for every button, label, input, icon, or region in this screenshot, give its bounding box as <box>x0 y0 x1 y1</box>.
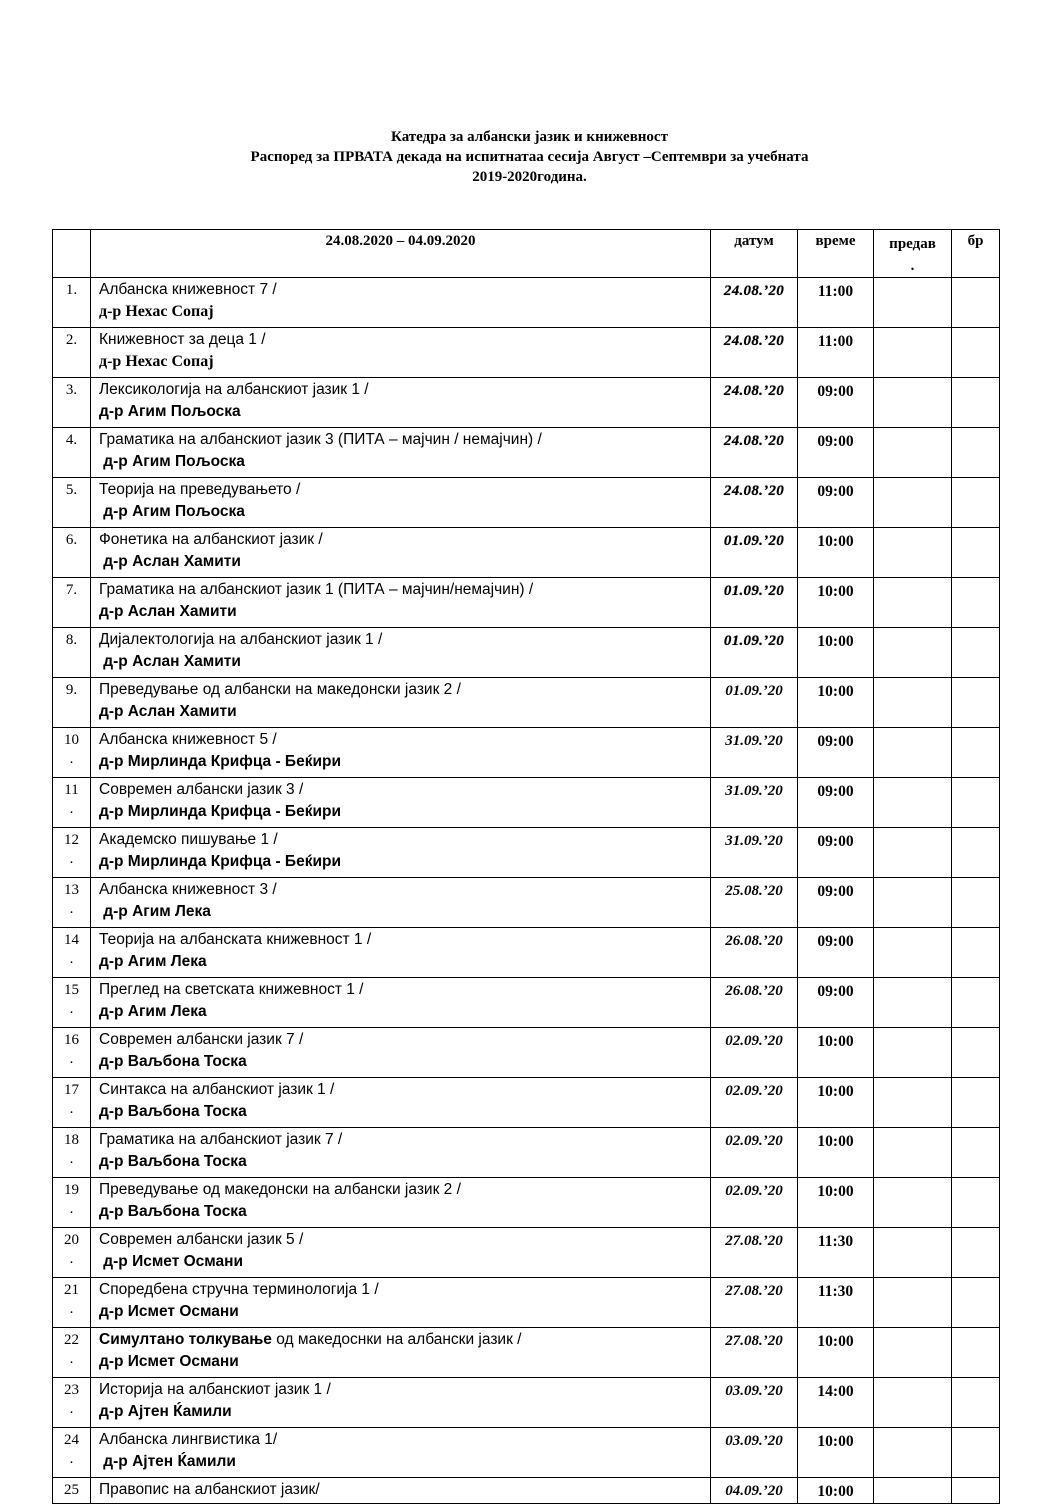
exam-date: 31.09.’20 <box>711 828 798 878</box>
row-number: 7. <box>53 578 91 628</box>
lecturer-cell <box>874 1228 952 1278</box>
lecturer-cell <box>874 1378 952 1428</box>
table-row <box>53 1178 1000 1228</box>
exam-date: 26.08.’20 <box>711 928 798 978</box>
exam-date: 01.09.’20 <box>711 678 798 728</box>
count-cell <box>952 1478 1000 1504</box>
table-row <box>53 1278 1000 1328</box>
course-name-text: Лексикологија на албанскиот јазик 1 / <box>99 381 369 398</box>
exam-date: 27.08.’20 <box>711 1328 798 1378</box>
row-number: 19 . <box>53 1178 91 1228</box>
course-cell <box>91 728 711 778</box>
exam-date: 02.09.’20 <box>711 1178 798 1228</box>
professor-name: д-р Исмет Османи <box>99 1353 239 1370</box>
count-cell <box>952 1128 1000 1178</box>
row-number: 16 . <box>53 1028 91 1078</box>
professor-name: д-р Ајтен Ќамили <box>99 1453 236 1470</box>
exam-date: 03.09.’20 <box>711 1428 798 1478</box>
lecturer-cell <box>874 628 952 678</box>
course-name-text: Албанска лингвистика 1/ <box>99 1431 278 1448</box>
exam-date: 24.08.’20 <box>711 478 798 528</box>
course-name-text: Албанска книжевност 3 / <box>99 881 277 898</box>
lecturer-cell <box>874 1278 952 1328</box>
row-number: 8. <box>53 628 91 678</box>
exam-time: 09:00 <box>798 878 874 928</box>
table-row <box>53 978 1000 1028</box>
exam-time: 10:00 <box>798 1428 874 1478</box>
row-number: 23 . <box>53 1378 91 1428</box>
row-number: 3. <box>53 378 91 428</box>
course-cell <box>91 928 711 978</box>
table-row <box>53 1478 1000 1504</box>
course-name-text: Историја на албанскиот јазик 1 / <box>99 1381 331 1398</box>
course-cell <box>91 828 711 878</box>
lecturer-cell <box>874 678 952 728</box>
row-number: 5. <box>53 478 91 528</box>
count-cell <box>952 978 1000 1028</box>
lecturer-cell <box>874 1428 952 1478</box>
row-number: 25 <box>53 1478 91 1504</box>
lecturer-cell <box>874 1028 952 1078</box>
course-name-text: Теорија на преведувањето / <box>99 481 301 498</box>
professor-name: д-р Аслан Хамити <box>99 703 237 720</box>
row-number: 4. <box>53 428 91 478</box>
count-cell <box>952 528 1000 578</box>
row-number: 6. <box>53 528 91 578</box>
table-row <box>53 278 1000 328</box>
course-name-text: Албанска книжевност 5 / <box>99 731 277 748</box>
table-row <box>53 478 1000 528</box>
course-cell <box>91 1028 711 1078</box>
department-title: Катедра за албански јазик и книжевност <box>391 129 668 145</box>
course-name-text: од македоснки на албански јазик / <box>271 1331 522 1348</box>
count-cell <box>952 428 1000 478</box>
exam-date: 24.08.’20 <box>711 428 798 478</box>
exam-date: 04.09.’20 <box>711 1478 798 1504</box>
course-name-text: Граматика на албанскиот јазик 1 (ПИТА – мајчин/немајчин) / <box>99 581 534 598</box>
row-number: 9. <box>53 678 91 728</box>
course-name <box>99 1031 303 1048</box>
lecturer-cell <box>874 1328 952 1378</box>
table-row <box>53 1228 1000 1278</box>
count-cell <box>952 1328 1000 1378</box>
exam-time: 11:00 <box>798 278 874 328</box>
course-name-text: Граматика на албанскиот јазик 7 / <box>99 1131 343 1148</box>
table-row <box>53 678 1000 728</box>
professor-name: д-р Ваљбона Тоска <box>99 1053 247 1070</box>
row-number: 13 . <box>53 878 91 928</box>
row-number: 11 . <box>53 778 91 828</box>
course-cell <box>91 578 711 628</box>
table-row <box>53 378 1000 428</box>
course-cell <box>91 1328 711 1378</box>
exam-time: 09:00 <box>798 778 874 828</box>
count-cell <box>952 1278 1000 1328</box>
exam-time: 10:00 <box>798 1328 874 1378</box>
course-cell <box>91 1228 711 1278</box>
professor-name: д-р Аслан Хамити <box>99 553 241 570</box>
exam-time: 10:00 <box>798 1078 874 1128</box>
table-row <box>53 578 1000 628</box>
course-name <box>99 1381 331 1398</box>
count-cell <box>952 928 1000 978</box>
course-cell <box>91 678 711 728</box>
exam-date: 31.09.’20 <box>711 778 798 828</box>
schedule-title: Распоред за ПРВАТА декада на испитнатаа сесија Август –Септември за учебната <box>250 149 809 165</box>
exam-date: 24.08.’20 <box>711 378 798 428</box>
table-row <box>53 728 1000 778</box>
exam-time: 11:30 <box>798 1228 874 1278</box>
course-cell <box>91 528 711 578</box>
count-cell <box>952 878 1000 928</box>
course-cell <box>91 328 711 378</box>
course-name-text: Правопис на албанскиот јазик/ <box>99 1481 320 1498</box>
course-name <box>99 881 277 898</box>
row-number: 24 . <box>53 1428 91 1478</box>
academic-year: 2019-2020година. <box>472 169 587 185</box>
lecturer-cell <box>874 578 952 628</box>
table-header-row <box>53 230 1000 278</box>
count-cell <box>952 728 1000 778</box>
course-name <box>99 781 303 798</box>
exam-date: 02.09.’20 <box>711 1028 798 1078</box>
exam-time: 09:00 <box>798 378 874 428</box>
course-name-text: Синтакса на албанскиот јазик 1 / <box>99 1081 335 1098</box>
professor-name: д-р Агим Пољоска <box>99 503 245 520</box>
course-cell <box>91 778 711 828</box>
course-name <box>99 331 266 348</box>
exam-date: 01.09.’20 <box>711 628 798 678</box>
course-name <box>99 1481 320 1498</box>
course-name-text: Книжевност за деца 1 / <box>99 331 266 348</box>
lecturer-cell <box>874 428 952 478</box>
professor-name: д-р Ваљбона Тоска <box>99 1203 247 1220</box>
count-cell <box>952 1228 1000 1278</box>
table-row <box>53 878 1000 928</box>
lecturer-cell <box>874 778 952 828</box>
course-name <box>99 731 277 748</box>
period-header: 24.08.2020 – 04.09.2020 <box>91 230 711 278</box>
professor-name: д-р Ваљбона Тоска <box>99 1103 247 1120</box>
table-row <box>53 828 1000 878</box>
course-cell <box>91 628 711 678</box>
lecturer-cell <box>874 828 952 878</box>
exam-date: 25.08.’20 <box>711 878 798 928</box>
exam-date: 31.09.’20 <box>711 728 798 778</box>
table-row <box>53 778 1000 828</box>
course-name <box>99 631 382 648</box>
professor-name: д-р Мирлинда Крифца - Беќири <box>99 853 341 870</box>
table-row <box>53 428 1000 478</box>
professor-name: д-р Агим Пољоска <box>99 453 245 470</box>
count-cell <box>952 1078 1000 1128</box>
course-name-text: Современ албански јазик 5 / <box>99 1231 304 1248</box>
lecturer-cell <box>874 278 952 328</box>
count-cell <box>952 328 1000 378</box>
table-row <box>53 1078 1000 1128</box>
course-name <box>99 1231 303 1248</box>
count-cell <box>952 578 1000 628</box>
count-cell <box>952 378 1000 428</box>
exam-time: 14:00 <box>798 1378 874 1428</box>
exam-time: 09:00 <box>798 428 874 478</box>
lecturer-cell <box>874 1078 952 1128</box>
course-name-text: Граматика на албанскиот јазик 3 (ПИТА – мајчин / немајчин) / <box>99 431 542 448</box>
table-row <box>53 628 1000 678</box>
professor-name: д-р Нехас Сопај <box>99 303 214 320</box>
count-cell <box>952 1378 1000 1428</box>
date-header: датум <box>711 230 798 278</box>
count-cell <box>952 628 1000 678</box>
table-row <box>53 328 1000 378</box>
row-number: 15 . <box>53 978 91 1028</box>
row-number: 17 . <box>53 1078 91 1128</box>
lecturer-header-text: предав . <box>889 236 936 274</box>
count-cell <box>952 278 1000 328</box>
lecturer-cell <box>874 978 952 1028</box>
document-header <box>0 127 1059 187</box>
exam-time: 10:00 <box>798 1478 874 1504</box>
exam-time: 09:00 <box>798 928 874 978</box>
count-header: бр <box>952 230 1000 278</box>
exam-time: 11:00 <box>798 328 874 378</box>
course-name <box>99 981 364 998</box>
professor-name: д-р Агим Пољоска <box>99 403 241 420</box>
exam-date: 24.08.’20 <box>711 328 798 378</box>
lecturer-cell <box>874 878 952 928</box>
course-name-text: Преведување од македонски на албански јазик 2 / <box>99 1181 461 1198</box>
table-row <box>53 1428 1000 1478</box>
course-name <box>99 1431 277 1448</box>
exam-time: 10:00 <box>798 628 874 678</box>
lecturer-cell <box>874 1128 952 1178</box>
row-number: 14 . <box>53 928 91 978</box>
lecturer-cell <box>874 1178 952 1228</box>
exam-time: 10:00 <box>798 528 874 578</box>
course-cell <box>91 1478 711 1504</box>
course-name <box>99 381 369 398</box>
count-cell <box>952 478 1000 528</box>
course-name-text: Теорија на албанската книжевност 1 / <box>99 931 372 948</box>
course-cell <box>91 478 711 528</box>
lecturer-cell <box>874 1478 952 1504</box>
exam-date: 27.08.’20 <box>711 1278 798 1328</box>
row-number: 12 . <box>53 828 91 878</box>
table-row <box>53 1128 1000 1178</box>
professor-name: д-р Нехас Сопај <box>99 353 214 370</box>
lecturer-cell <box>874 378 952 428</box>
exam-time: 09:00 <box>798 828 874 878</box>
course-cell <box>91 378 711 428</box>
course-name <box>99 1331 521 1348</box>
course-name-text: Академско пишување 1 / <box>99 831 278 848</box>
exam-time: 10:00 <box>798 1028 874 1078</box>
row-number: 1. <box>53 278 91 328</box>
professor-name: д-р Мирлинда Крифца - Беќири <box>99 753 341 770</box>
row-number: 21 . <box>53 1278 91 1328</box>
table-row <box>53 928 1000 978</box>
table-row <box>53 1378 1000 1428</box>
course-name-bold: Симултано толкување <box>99 1331 272 1348</box>
exam-date: 26.08.’20 <box>711 978 798 1028</box>
exam-time: 09:00 <box>798 478 874 528</box>
exam-time: 09:00 <box>798 978 874 1028</box>
course-name-text: Дијалектологија на албанскиот јазик 1 / <box>99 631 383 648</box>
professor-name: д-р Агим Лека <box>99 903 211 920</box>
exam-schedule-table <box>52 229 1000 1504</box>
course-name <box>99 1131 342 1148</box>
lecturer-cell <box>874 528 952 578</box>
course-name-text: Преглед на светската книжевност 1 / <box>99 981 364 998</box>
course-name-text: Преведување од албански на македонски јазик 2 / <box>99 681 461 698</box>
course-name <box>99 281 277 298</box>
num-header <box>53 230 91 278</box>
count-cell <box>952 1428 1000 1478</box>
exam-date: 03.09.’20 <box>711 1378 798 1428</box>
course-name-text: Албанска книжевност 7 / <box>99 281 277 298</box>
course-name <box>99 581 533 598</box>
exam-date: 02.09.’20 <box>711 1078 798 1128</box>
course-cell <box>91 978 711 1028</box>
lecturer-cell <box>874 728 952 778</box>
course-name-text: Современ албански јазик 7 / <box>99 1031 304 1048</box>
row-number: 2. <box>53 328 91 378</box>
course-name <box>99 1181 461 1198</box>
exam-date: 27.08.’20 <box>711 1228 798 1278</box>
exam-time: 10:00 <box>798 578 874 628</box>
course-name <box>99 481 300 498</box>
course-cell <box>91 1078 711 1128</box>
course-cell <box>91 1428 711 1478</box>
exam-time: 10:00 <box>798 1178 874 1228</box>
course-name <box>99 831 278 848</box>
course-name <box>99 681 461 698</box>
table-row <box>53 1028 1000 1078</box>
course-cell <box>91 278 711 328</box>
lecturer-header <box>874 230 952 278</box>
professor-name: д-р Ајтен Ќамили <box>99 1403 232 1420</box>
row-number: 18 . <box>53 1128 91 1178</box>
count-cell <box>952 778 1000 828</box>
count-cell <box>952 828 1000 878</box>
exam-date: 02.09.’20 <box>711 1128 798 1178</box>
exam-date: 01.09.’20 <box>711 528 798 578</box>
exam-date: 24.08.’20 <box>711 278 798 328</box>
lecturer-cell <box>874 928 952 978</box>
exam-time: 09:00 <box>798 728 874 778</box>
professor-name: д-р Исмет Османи <box>99 1253 244 1270</box>
exam-time: 10:00 <box>798 678 874 728</box>
course-name <box>99 1081 334 1098</box>
course-cell <box>91 878 711 928</box>
row-number: 10 . <box>53 728 91 778</box>
course-name <box>99 431 542 448</box>
course-cell <box>91 1178 711 1228</box>
table-row <box>53 528 1000 578</box>
course-cell <box>91 1128 711 1178</box>
course-cell <box>91 428 711 478</box>
exam-date: 01.09.’20 <box>711 578 798 628</box>
professor-name: д-р Аслан Хамити <box>99 653 241 670</box>
course-name <box>99 931 371 948</box>
table-row <box>53 1328 1000 1378</box>
exam-time: 11:30 <box>798 1278 874 1328</box>
row-number: 20 . <box>53 1228 91 1278</box>
course-name-text: Современ албански јазик 3 / <box>99 781 304 798</box>
count-cell <box>952 1028 1000 1078</box>
course-name <box>99 531 323 548</box>
exam-time: 10:00 <box>798 1128 874 1178</box>
count-cell <box>952 1178 1000 1228</box>
course-cell <box>91 1278 711 1328</box>
course-cell <box>91 1378 711 1428</box>
professor-name: д-р Агим Лека <box>99 953 207 970</box>
professor-name: д-р Исмет Османи <box>99 1303 239 1320</box>
course-name <box>99 1281 379 1298</box>
professor-name: д-р Аслан Хамити <box>99 603 237 620</box>
course-name-text: Фонетика на албанскиот јазик / <box>99 531 323 548</box>
lecturer-cell <box>874 328 952 378</box>
professor-name: д-р Агим Лека <box>99 1003 207 1020</box>
professor-name: д-р Мирлинда Крифца - Беќири <box>99 803 341 820</box>
count-cell <box>952 678 1000 728</box>
lecturer-cell <box>874 478 952 528</box>
course-name-text: Споредбена стручна терминологија 1 / <box>99 1281 379 1298</box>
time-header: време <box>798 230 874 278</box>
row-number: 22 . <box>53 1328 91 1378</box>
professor-name: д-р Ваљбона Тоска <box>99 1153 247 1170</box>
